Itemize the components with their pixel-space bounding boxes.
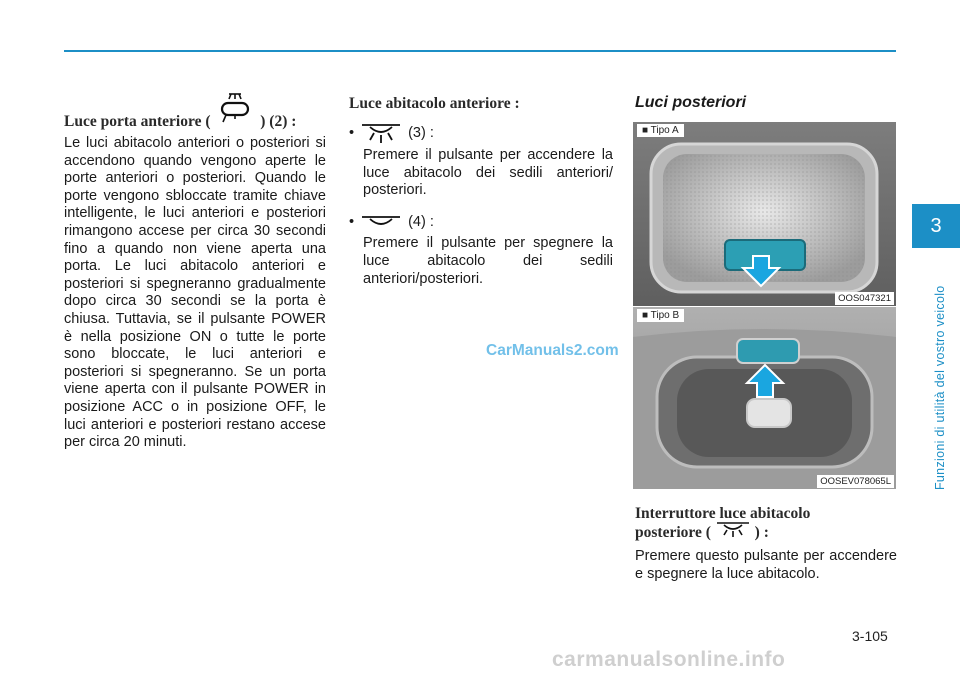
header-rule [64, 50, 896, 52]
page-number: 3-105 [852, 628, 888, 644]
rear-switch-heading-line2: posteriore ( ) : [635, 523, 897, 542]
watermark-carmanuals: CarManuals2.com [486, 342, 619, 359]
rear-switch-section [635, 504, 897, 583]
figure-a-code: OOS047321 [835, 292, 894, 305]
door-light-icon [214, 92, 256, 126]
rear-switch-text: Premere questo pulsante per accendere e spegnere la luce abitacolo. [635, 548, 897, 582]
room-lamp-on-icon [360, 123, 402, 145]
rear-lamp-photo-a [633, 122, 896, 306]
figure-a-label: ■ Tipo A [637, 124, 684, 137]
column-rear-lights [635, 94, 897, 112]
figure-type-b [633, 307, 896, 489]
rear-switch-heading-line1: Interruttore luce abitacolo [635, 505, 811, 522]
column-front-door-light [64, 112, 326, 452]
chapter-tab: 3 [912, 204, 960, 248]
watermark-online: carmanualsonline.info [552, 648, 786, 671]
rear-lamp-photo-b [633, 307, 896, 489]
column-front-room-lamp [349, 94, 613, 288]
figure-b-label: ■ Tipo B [637, 309, 684, 322]
room-lamp-on-text: Premere il pulsante per accendere la luce abitacolo dei sedili anteriori/ posteriori. [363, 147, 613, 199]
front-door-light-text: Le luci abitacolo anteriori o posteriori si accendono quando vengono aperte le porte anteriori o posteriori. Quando le porte vengono sbloccate tramite chiave intelligente, le luci anteriori e posteriori rimangono accese per circa 30 secondi fino a quando non viene aperta una porta. Le luci abitacolo anteriori e posteriori si spegneranno gradualmente dopo circa 30 secondi se la porta è chiusa. Tuttavia, se il pulsante POWER è nella posizione ON o tutte le porte sono bloccate, le luci anteriori e posteriori si spegneranno. Se un porta viene aperta con il pulsante POWER in posizione ACC o in posizione OFF, le luci anteriori e posteriori restano accese per circa 20 minuti. [64, 135, 326, 451]
rear-lights-heading: Luci posteriori [635, 94, 747, 111]
room-lamp-off-text: Premere il pulsante per spegnere la luce abitacolo dei sedili anteriori/posteriori. [363, 235, 613, 287]
figure-b-code: OOSEV078065L [817, 475, 894, 488]
front-room-lamp-heading: Luce abitacolo anteriore : [349, 95, 520, 112]
rear-room-lamp-icon [715, 521, 751, 539]
front-door-light-heading: Luce porta anteriore ( ) (2) : [64, 112, 326, 131]
list-item: • (4) : [349, 213, 434, 230]
figure-type-a [633, 122, 896, 306]
list-item: • (3) : [349, 123, 613, 145]
chapter-title: Funzioni di utilità del vostro veicolo [933, 285, 947, 490]
room-lamp-off-icon [360, 215, 402, 231]
